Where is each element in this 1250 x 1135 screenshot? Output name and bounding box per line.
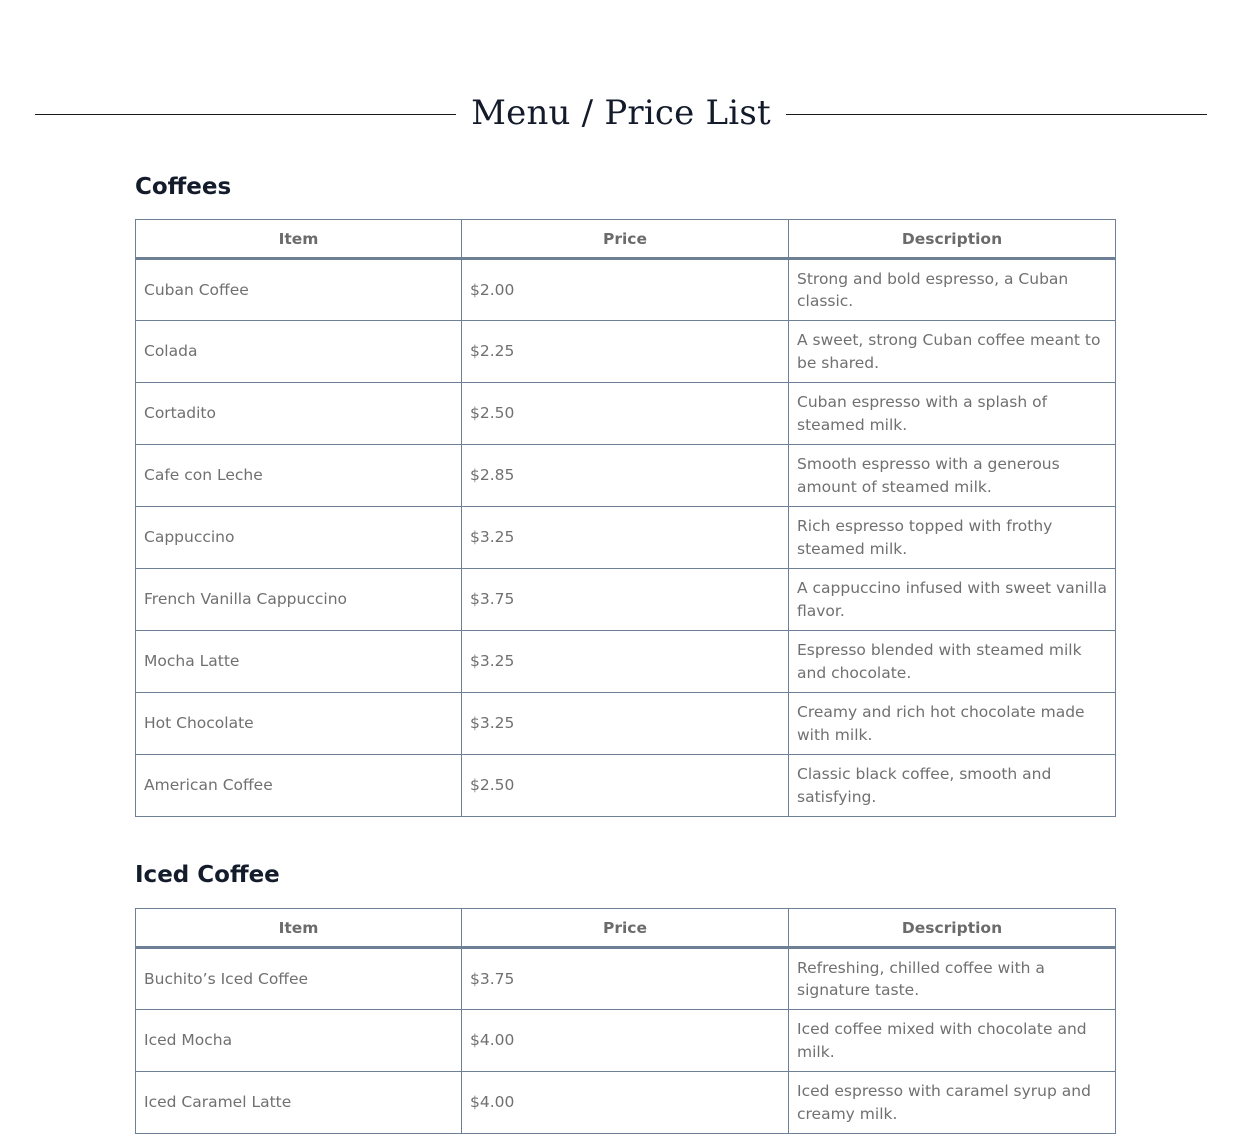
price-cell: $3.75 [462, 948, 789, 1010]
column-header-item: Item [136, 220, 462, 259]
item-cell: Iced Caramel Latte [136, 1072, 462, 1134]
price-cell: $3.25 [462, 631, 789, 693]
table-row [136, 1010, 1116, 1072]
description-cell: A cappuccino infused with sweet vanilla flavor. [789, 569, 1116, 631]
table-header-row [136, 220, 1116, 259]
description-cell: Cuban espresso with a splash of steamed milk. [789, 383, 1116, 445]
price-cell: $3.25 [462, 693, 789, 755]
table-row [136, 693, 1116, 755]
table-row [136, 383, 1116, 445]
price-table [135, 908, 1116, 1134]
table-row [136, 948, 1116, 1010]
item-cell: Cappuccino [136, 507, 462, 569]
description-cell: Creamy and rich hot chocolate made with milk. [789, 693, 1116, 755]
item-cell: Colada [136, 321, 462, 383]
item-cell: Buchito’s Iced Coffee [136, 948, 462, 1010]
item-cell: French Vanilla Cappuccino [136, 569, 462, 631]
item-cell: Cuban Coffee [136, 259, 462, 321]
table-header-row [136, 909, 1116, 948]
item-cell: Hot Chocolate [136, 693, 462, 755]
column-header-price: Price [462, 220, 789, 259]
price-cell: $2.25 [462, 321, 789, 383]
item-cell: Iced Mocha [136, 1010, 462, 1072]
price-cell: $3.25 [462, 507, 789, 569]
heading-rule-right [786, 114, 1207, 115]
page-title: Menu / Price List [471, 93, 771, 133]
column-header-price: Price [462, 909, 789, 948]
item-cell: Cafe con Leche [136, 445, 462, 507]
description-cell: A sweet, strong Cuban coffee meant to be shared. [789, 321, 1116, 383]
section-iced-coffee [135, 860, 1115, 1123]
description-cell: Refreshing, chilled coffee with a signature taste. [789, 948, 1116, 1010]
description-cell: Iced espresso with caramel syrup and creamy milk. [789, 1072, 1116, 1134]
price-cell: $2.50 [462, 383, 789, 445]
item-cell: Cortadito [136, 383, 462, 445]
table-row [136, 631, 1116, 693]
table-row [136, 755, 1116, 817]
price-cell: $3.75 [462, 569, 789, 631]
description-cell: Classic black coffee, smooth and satisfying. [789, 755, 1116, 817]
price-cell: $4.00 [462, 1010, 789, 1072]
column-header-description: Description [789, 220, 1116, 259]
description-cell: Iced coffee mixed with chocolate and milk. [789, 1010, 1116, 1072]
price-cell: $2.00 [462, 259, 789, 321]
column-header-description: Description [789, 909, 1116, 948]
page-heading [35, 88, 1207, 138]
table-row [136, 569, 1116, 631]
description-cell: Rich espresso topped with frothy steamed milk. [789, 507, 1116, 569]
section-heading: Iced Coffee [135, 862, 280, 888]
section-heading: Coffees [135, 174, 232, 200]
price-table [135, 219, 1116, 817]
table-row [136, 1072, 1116, 1134]
column-header-item: Item [136, 909, 462, 948]
description-cell: Espresso blended with steamed milk and chocolate. [789, 631, 1116, 693]
heading-rule-left [35, 114, 456, 115]
section-coffees [135, 172, 1115, 806]
table-row [136, 321, 1116, 383]
price-cell: $2.50 [462, 755, 789, 817]
description-cell: Smooth espresso with a generous amount of steamed milk. [789, 445, 1116, 507]
item-cell: American Coffee [136, 755, 462, 817]
table-row [136, 445, 1116, 507]
price-cell: $2.85 [462, 445, 789, 507]
item-cell: Mocha Latte [136, 631, 462, 693]
description-cell: Strong and bold espresso, a Cuban classic. [789, 259, 1116, 321]
price-cell: $4.00 [462, 1072, 789, 1134]
table-row [136, 507, 1116, 569]
table-row [136, 259, 1116, 321]
